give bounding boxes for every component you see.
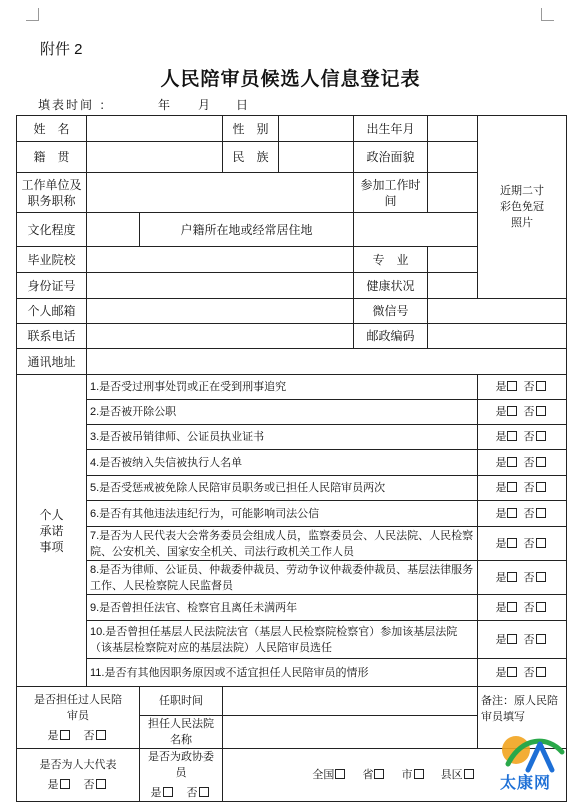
yes-checkbox[interactable]: [163, 787, 173, 797]
address-field[interactable]: [87, 349, 567, 375]
fill-time-label: 填表时间 ：: [38, 98, 114, 112]
promise-label-2: 承诺: [39, 523, 64, 538]
address-label: 通讯地址: [17, 349, 87, 375]
yes-no-8[interactable]: 是 否: [478, 561, 567, 595]
ethnicity-field[interactable]: [279, 142, 354, 173]
no-checkbox[interactable]: [536, 538, 546, 548]
wechat-label: 微信号: [354, 299, 428, 324]
term-label: 任职时间: [140, 687, 223, 716]
level-national-checkbox[interactable]: [335, 769, 345, 779]
cppcc-label: 是否为政协委员: [148, 751, 214, 779]
gender-label: 性 别: [223, 116, 279, 142]
fill-time-month: 月: [198, 98, 213, 112]
no-checkbox[interactable]: [536, 457, 546, 467]
name-field[interactable]: [87, 116, 223, 142]
phone-field[interactable]: [87, 324, 354, 349]
education-label: 文化程度: [17, 213, 87, 247]
yes-checkbox[interactable]: [507, 457, 517, 467]
political-label: 政治面貌: [354, 142, 428, 173]
promise-label-3: 事项: [39, 539, 64, 554]
court-label: 担任人民法院名称: [140, 716, 223, 749]
phone-label: 联系电话: [17, 324, 87, 349]
photo-hint: 近期二寸彩色免冠照片: [500, 185, 544, 229]
yes-no-6[interactable]: 是 否: [478, 501, 567, 527]
no-checkbox[interactable]: [536, 634, 546, 644]
yes-checkbox[interactable]: [507, 431, 517, 441]
promise-item-8: 8.是否为律师、公证员、仲裁委仲裁员、劳动争议仲裁委仲裁员、基层法律服务工作、人民检察院人民监督员: [87, 561, 478, 595]
no-checkbox[interactable]: [536, 667, 546, 677]
level-province-checkbox[interactable]: [374, 769, 384, 779]
no-checkbox[interactable]: [536, 381, 546, 391]
political-field[interactable]: [428, 142, 478, 173]
yes-checkbox[interactable]: [507, 634, 517, 644]
work-time-field[interactable]: [428, 173, 478, 213]
fill-time-day: 日: [236, 98, 251, 112]
no-checkbox[interactable]: [536, 508, 546, 518]
gender-field[interactable]: [279, 116, 354, 142]
court-field[interactable]: [223, 716, 478, 749]
major-label: 专 业: [354, 247, 428, 273]
yes-checkbox[interactable]: [507, 572, 517, 582]
level-city-checkbox[interactable]: [414, 769, 424, 779]
served-cell: [17, 687, 140, 749]
yes-checkbox[interactable]: [507, 538, 517, 548]
wechat-field[interactable]: [428, 299, 567, 324]
postcode-label: 邮政编码: [354, 324, 428, 349]
promise-item-11: 11.是否有其他因职务原因或不适宜担任人民陪审员的情形: [87, 659, 478, 687]
deputy-cell: [17, 749, 140, 802]
no-checkbox[interactable]: [536, 602, 546, 612]
no-checkbox[interactable]: [536, 572, 546, 582]
health-field[interactable]: [428, 273, 478, 299]
yes-no-5[interactable]: 是 否: [478, 476, 567, 501]
crop-mark-top-right: [541, 8, 554, 21]
promise-item-1: 1.是否受过刑事处罚或正在受到刑事追究: [87, 375, 478, 400]
id-card-label: 身份证号: [17, 273, 87, 299]
cppcc-yes-no[interactable]: 是 否: [143, 785, 219, 801]
yes-checkbox[interactable]: [507, 406, 517, 416]
form-title: 人民陪审员候选人信息登记表: [160, 69, 421, 90]
work-unit-field[interactable]: [87, 173, 354, 213]
yes-checkbox[interactable]: [60, 730, 70, 740]
yes-checkbox[interactable]: [507, 602, 517, 612]
yes-no-7[interactable]: 是 否: [478, 527, 567, 561]
yes-no-4[interactable]: 是 否: [478, 450, 567, 476]
email-label: 个人邮箱: [17, 299, 87, 324]
work-time-label: 参加工作时间: [354, 173, 428, 213]
promise-item-9: 9.是否曾担任法官、检察官且离任未满两年: [87, 595, 478, 621]
watermark-text: 太康网: [500, 775, 552, 792]
registration-form: [16, 115, 567, 802]
yes-no-11[interactable]: 是 否: [478, 659, 567, 687]
yes-checkbox[interactable]: [507, 508, 517, 518]
promise-item-2: 2.是否被开除公职: [87, 400, 478, 425]
no-checkbox[interactable]: [96, 779, 106, 789]
deputy-yes-no[interactable]: 是 否: [20, 777, 136, 793]
level-province: 省: [362, 769, 374, 781]
level-county: 县区: [440, 769, 463, 781]
no-checkbox[interactable]: [96, 730, 106, 740]
school-field[interactable]: [87, 247, 354, 273]
promise-item-5: 5.是否受惩戒被免除人民陪审员职务或已担任人民陪审员两次: [87, 476, 478, 501]
promise-item-7: 7.是否为人民代表大会常务委员会组成人员，监察委员会、人民法院、人民检察院、公安机关、国家安全机关、司法行政机关工作人员: [87, 527, 478, 561]
deputy-label: 是否为人大代表: [39, 759, 117, 771]
yes-no-9[interactable]: 是 否: [478, 595, 567, 621]
yes-no-1[interactable]: 是 否: [478, 375, 567, 400]
birth-field[interactable]: [428, 116, 478, 142]
no-checkbox[interactable]: [536, 406, 546, 416]
yes-checkbox[interactable]: [507, 381, 517, 391]
yes-checkbox[interactable]: [507, 667, 517, 677]
photo-box[interactable]: [478, 116, 567, 299]
yes-no-3[interactable]: 是 否: [478, 425, 567, 450]
promise-item-6: 6.是否有其他违法违纪行为，可能影响司法公信: [87, 501, 478, 527]
email-field[interactable]: [87, 299, 354, 324]
school-label: 毕业院校: [17, 247, 87, 273]
promise-item-10: 10.是否曾担任基层人民法院法官（基层人民检察院检察官）参加该基层法院（该基层检察院对应的基层法院）人民陪审员选任: [87, 621, 478, 659]
promise-item-4: 4.是否被纳入失信被执行人名单: [87, 450, 478, 476]
residence-field[interactable]: [354, 213, 478, 247]
fill-time-year: 年: [158, 98, 173, 112]
ethnicity-label: 民 族: [223, 142, 279, 173]
crop-mark-top-left: [26, 8, 39, 21]
residence-label: 户籍所在地或经常居住地: [140, 213, 354, 247]
native-field[interactable]: [87, 142, 223, 173]
level-county-checkbox[interactable]: [464, 769, 474, 779]
yes-no-2[interactable]: 是 否: [478, 400, 567, 425]
cppcc-cell: [140, 749, 223, 802]
no-checkbox[interactable]: [199, 787, 209, 797]
health-label: 健康状况: [354, 273, 428, 299]
term-field[interactable]: [223, 687, 478, 716]
yes-no-10[interactable]: 是 否: [478, 621, 567, 659]
name-label: 姓 名: [17, 116, 87, 142]
annex-label: 附件 2: [40, 41, 83, 58]
level-national: 全国: [312, 769, 335, 781]
yes-checkbox[interactable]: [60, 779, 70, 789]
id-card-field[interactable]: [87, 273, 354, 299]
served-label: 是否担任过人民陪审员: [34, 693, 122, 722]
work-unit-label: 工作单位及职务职称: [17, 173, 87, 213]
postcode-field[interactable]: [428, 324, 567, 349]
promise-label-1: 个人: [39, 507, 64, 522]
native-label: 籍 贯: [17, 142, 87, 173]
no-checkbox[interactable]: [536, 482, 546, 492]
served-yes-no[interactable]: 是 否: [20, 728, 136, 744]
promise-label: [17, 375, 87, 687]
yes-checkbox[interactable]: [507, 482, 517, 492]
level-city: 市: [401, 769, 413, 781]
major-field[interactable]: [428, 247, 478, 273]
remark-note: 备注：原人民陪审员填写: [478, 687, 567, 749]
birth-label: 出生年月: [354, 116, 428, 142]
education-field[interactable]: [87, 213, 140, 247]
promise-item-3: 3.是否被吊销律师、公证员执业证书: [87, 425, 478, 450]
no-checkbox[interactable]: [536, 431, 546, 441]
